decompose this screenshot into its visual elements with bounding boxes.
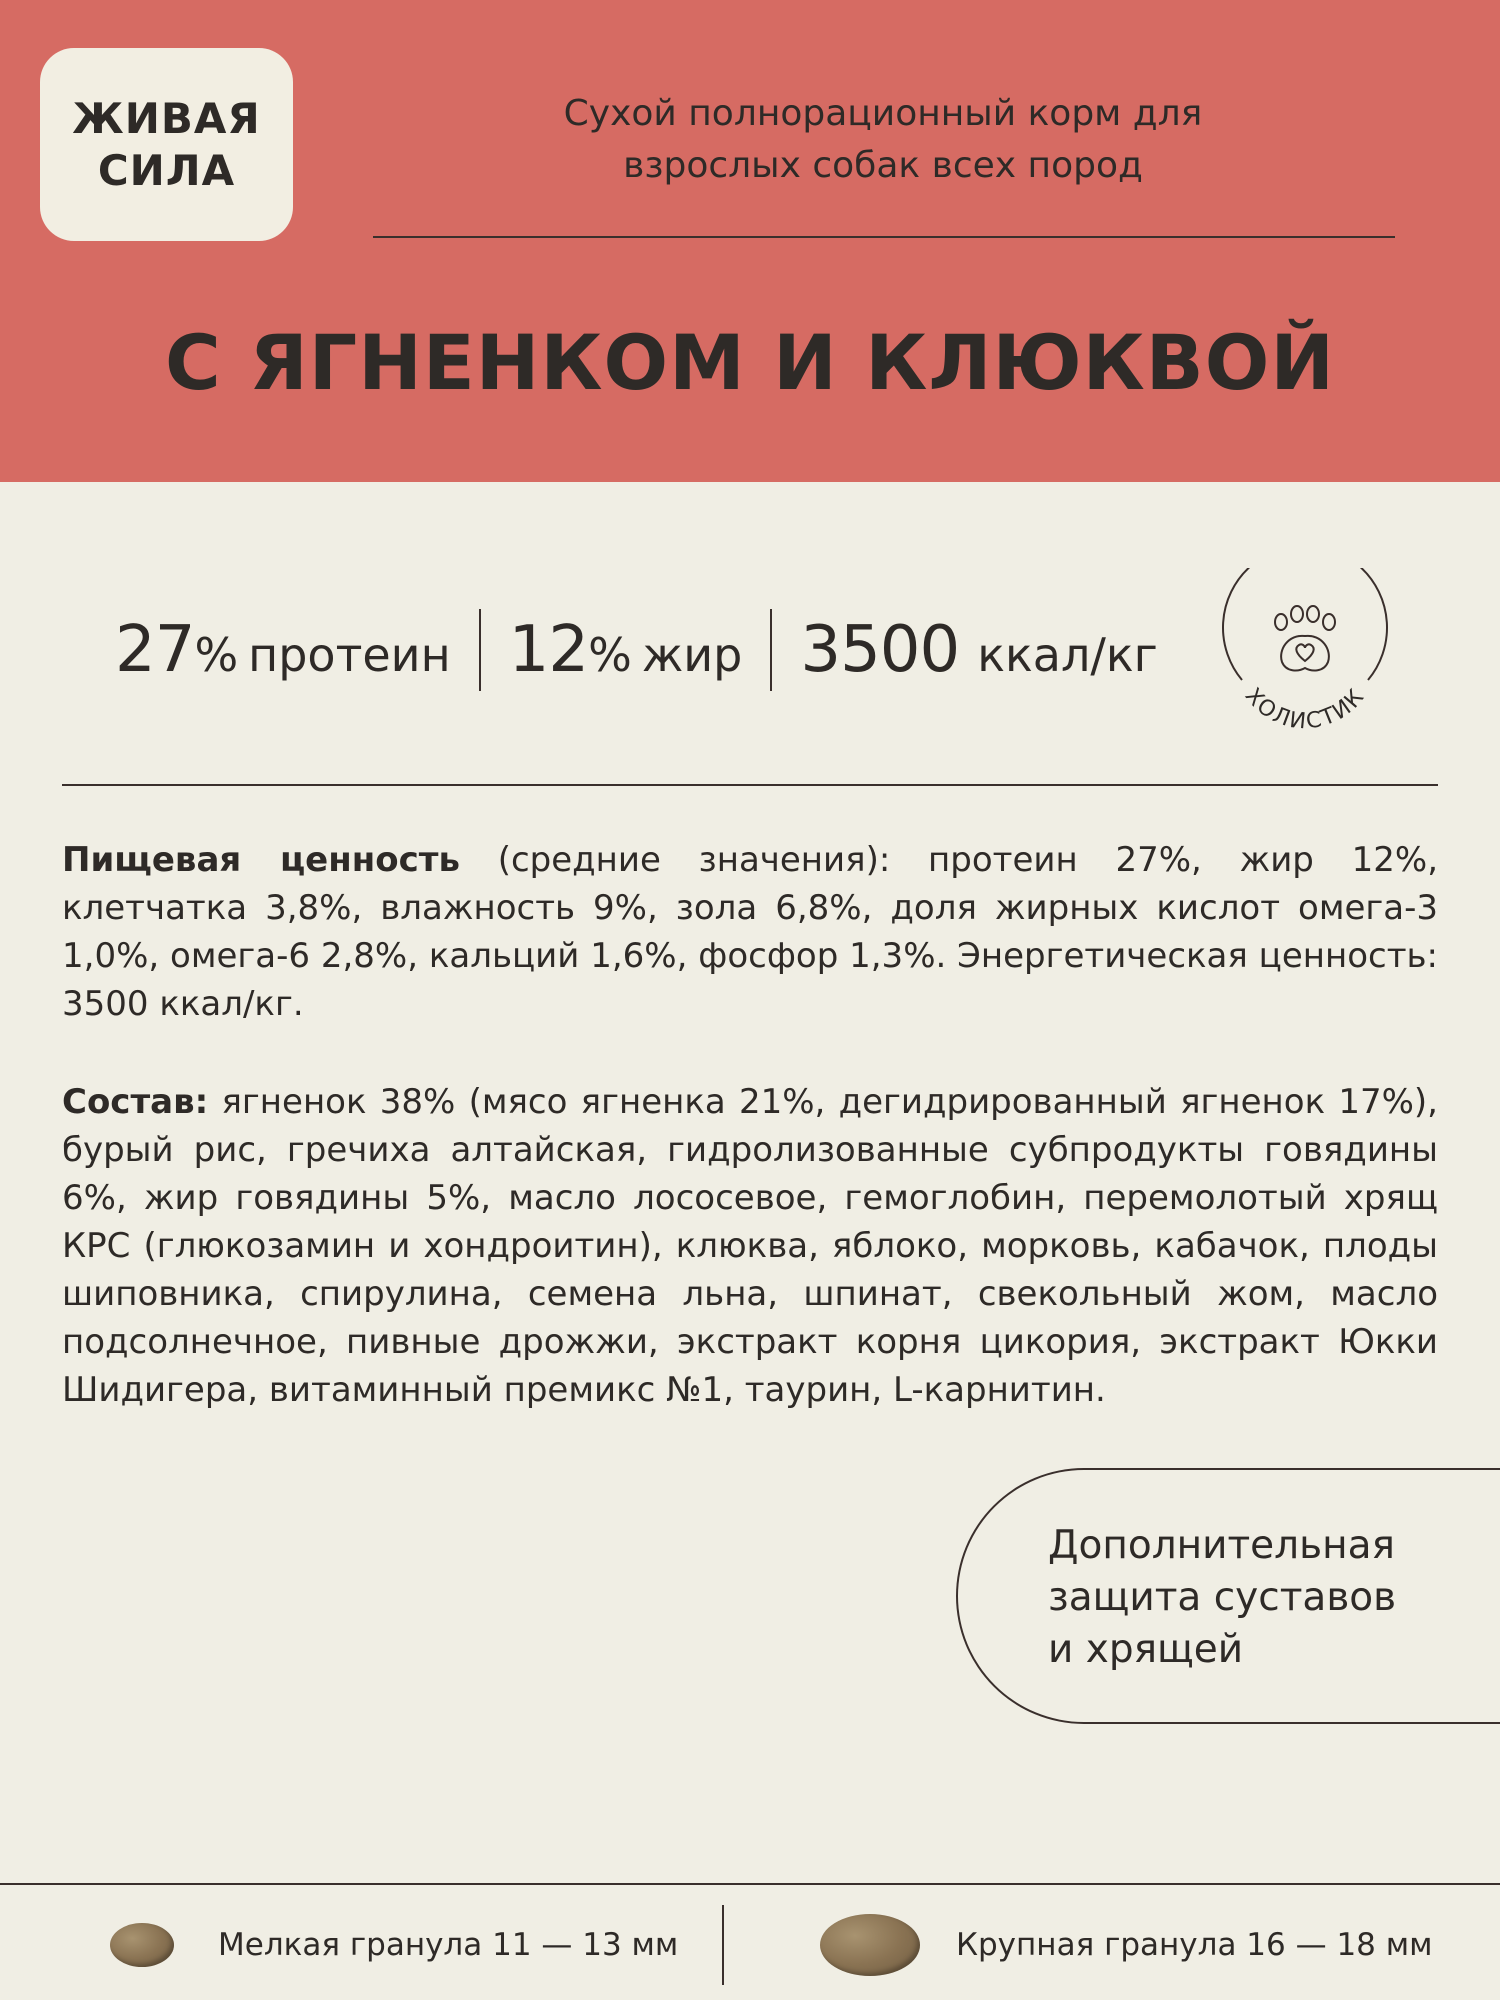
key-stats: [60, 600, 1186, 700]
nutrition-paragraph: [62, 836, 1438, 1028]
feature-callout-text: [1048, 1520, 1396, 1676]
stat-energy-number: 3500: [800, 613, 960, 687]
brand-logo-line2: СИЛА: [97, 145, 236, 195]
composition-paragraph: [62, 1078, 1438, 1414]
nutrition-text: (средние значения): протеин 27%, жир 12%, клетчатка 3,8%, влажность 9%, зола 6,8%, доля жирных кислот омега-3 1,0%, омега-6 2,8%, кальций 1,6%, фосфор 1,3%. Энергетическая ценность: 3500 ккал/кг.: [62, 840, 1438, 1024]
stat-fat-label: жир: [641, 628, 743, 682]
granule-small: [110, 1910, 678, 1980]
section-divider: [62, 784, 1438, 786]
granule-large: [820, 1910, 1433, 1980]
stat-protein-unit: %: [194, 628, 239, 682]
svg-text:ХОЛИСТИК: [1240, 684, 1370, 735]
granule-large-label: Крупная гранула 16 — 18 мм: [956, 1927, 1433, 1963]
stat-fat-unit: %: [588, 628, 632, 682]
header-banner: [0, 0, 1500, 482]
large-kibble-image: [820, 1914, 920, 1976]
flavor-title: С ЯГНЕНКОМ И КЛЮКВОЙ: [165, 318, 1335, 407]
feature-line1: Дополнительная: [1048, 1523, 1395, 1568]
product-tagline: [373, 88, 1393, 192]
composition-heading: Состав:: [62, 1082, 209, 1122]
stat-protein: [60, 613, 479, 687]
small-kibble-image: [110, 1923, 174, 1967]
stat-energy: [772, 613, 1185, 687]
brand-logo-line1: ЖИВАЯ: [72, 93, 261, 143]
stat-protein-number: 27: [115, 613, 195, 687]
granule-small-label: Мелкая гранула 11 — 13 мм: [218, 1927, 679, 1963]
holistic-badge-label: ХОЛИСТИК: [1239, 683, 1371, 735]
header-divider: [373, 236, 1395, 238]
tagline-line2: взрослых собак всех пород: [623, 145, 1143, 186]
paw-heart-icon: [1275, 606, 1335, 670]
feature-callout: [956, 1468, 1500, 1724]
stat-fat: [481, 613, 771, 687]
holistic-badge: [1220, 568, 1390, 738]
composition-text: ягненок 38% (мясо ягненка 21%, дегидрированный ягненок 17%), бурый рис, гречиха алтайская, гидролизованные субпродукты говядины 6%, жир говядины 5%, масло лососевое, гемоглобин, перемолотый хрящ КРС (глюкозамин и хондроитин), клюква, яблоко, морковь, кабачок, плоды шиповника, спирулина, семена льна, шпинат, свекольный жом, масло подсолнечное, пивные дрожжи, экстракт корня цикория, экстракт Юкки Шидигера, витаминный премикс №1, таурин, L-карнитин.: [62, 1082, 1438, 1410]
nutrition-heading: Пищевая ценность: [62, 840, 460, 880]
feature-line2: защита суставов: [1048, 1575, 1397, 1620]
brand-logo: [40, 48, 293, 241]
footer-separator: [722, 1905, 724, 1985]
stat-protein-label: протеин: [248, 628, 451, 682]
feature-line3: и хрящей: [1048, 1627, 1244, 1672]
footer-divider: [0, 1883, 1500, 1885]
stat-fat-number: 12: [508, 613, 589, 687]
tagline-line1: Сухой полнорационный корм для: [563, 93, 1203, 134]
stat-energy-label: ккал/кг: [977, 628, 1158, 682]
holistic-badge-graphic: [1220, 568, 1390, 738]
